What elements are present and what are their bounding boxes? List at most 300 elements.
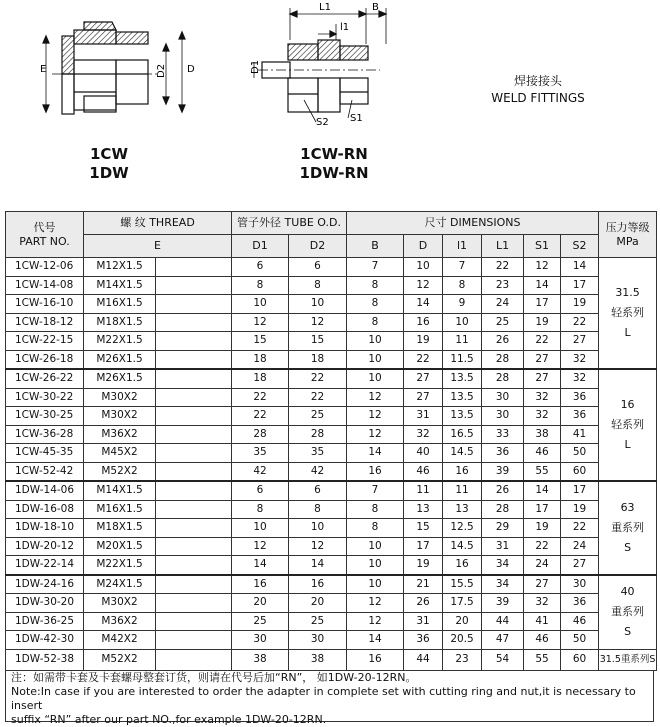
table-cell: 17: [524, 295, 561, 314]
table-cell: 36: [404, 631, 443, 650]
table-cell: 6: [289, 481, 347, 500]
table-cell: 32: [524, 388, 561, 407]
weld-fittings-en: WELD FITTINGS: [491, 91, 585, 105]
table-cell: 20.5: [443, 631, 482, 650]
table-row: [6, 556, 657, 575]
table-cell-empty: [156, 332, 232, 351]
table-cell: 12: [289, 537, 347, 556]
table-cell: 14.5: [443, 444, 482, 463]
table-cell: 47: [482, 631, 524, 650]
table-cell: 10: [232, 519, 289, 538]
table-cell-empty: [156, 537, 232, 556]
table-cell: 1CW-36-28: [6, 425, 84, 444]
table-cell: 14: [524, 276, 561, 295]
table-cell: 28: [482, 350, 524, 369]
table-cell: 1DW-52-38: [6, 649, 84, 670]
table-cell: 14: [404, 295, 443, 314]
table-cell: 25: [482, 313, 524, 332]
table-cell-empty: [156, 649, 232, 670]
table-cell: 26: [404, 594, 443, 613]
table-cell: 16: [347, 649, 404, 670]
drawing-1cw-rn-1dw-rn: [254, 8, 386, 122]
table-cell: 22: [482, 258, 524, 277]
table-cell: 41: [524, 612, 561, 631]
table-cell: 24: [561, 537, 599, 556]
table-cell: 33: [482, 425, 524, 444]
table-cell: 20: [289, 594, 347, 613]
table-cell: 21: [404, 575, 443, 594]
table-row: [6, 350, 657, 369]
table-row: [6, 407, 657, 426]
pressure-rating-cell: 31.5重系列S: [599, 649, 657, 670]
table-cell: 14: [232, 556, 289, 575]
table-cell: 1DW-20-12: [6, 537, 84, 556]
table-cell-empty: [156, 500, 232, 519]
pressure-line: 40: [620, 585, 635, 598]
table-cell: 17.5: [443, 594, 482, 613]
table-cell: 27: [524, 575, 561, 594]
table-cell: 13.5: [443, 388, 482, 407]
weld-fittings-cn: 焊接接头: [513, 74, 562, 88]
table-cell: 36: [561, 388, 599, 407]
table-cell: 1CW-22-15: [6, 332, 84, 351]
table-cell: 8: [232, 276, 289, 295]
table-cell-empty: [156, 612, 232, 631]
table-cell: 11: [443, 332, 482, 351]
table-row: [6, 519, 657, 538]
table-cell: 26: [482, 481, 524, 500]
table-cell: 13: [443, 500, 482, 519]
table-cell: 46: [524, 631, 561, 650]
table-cell: M30X2: [84, 388, 156, 407]
table-row: [6, 462, 657, 481]
table-cell: M30X2: [84, 594, 156, 613]
header-col-s1: S1: [524, 235, 561, 258]
table-cell: 28: [482, 500, 524, 519]
table-cell: M45X2: [84, 444, 156, 463]
table-cell: 19: [561, 295, 599, 314]
table-cell: 10: [232, 295, 289, 314]
table-cell: 24: [482, 295, 524, 314]
table-cell: 10: [404, 258, 443, 277]
table-cell: 10: [347, 575, 404, 594]
table-cell: 16: [404, 313, 443, 332]
table-cell: 42: [289, 462, 347, 481]
dim-e-label: E: [40, 64, 47, 75]
table-cell: 8: [289, 500, 347, 519]
table-cell: 12: [347, 388, 404, 407]
table-cell: 10: [347, 556, 404, 575]
table-cell: 25: [289, 407, 347, 426]
header-col-l1-small: l1: [443, 235, 482, 258]
table-cell: 40: [404, 444, 443, 463]
table-cell: 46: [561, 612, 599, 631]
table-row: [6, 295, 657, 314]
table-cell: 27: [561, 556, 599, 575]
table-cell: 6: [289, 258, 347, 277]
table-cell: 17: [524, 500, 561, 519]
table-cell: 1CW-14-08: [6, 276, 84, 295]
table-cell-empty: [156, 407, 232, 426]
pressure-line: 轻系列: [611, 418, 645, 431]
header-col-d: D: [404, 235, 443, 258]
table-cell: 10: [347, 350, 404, 369]
table-cell: 1DW-22-14: [6, 556, 84, 575]
order-note: [5, 670, 654, 726]
table-cell-empty: [156, 313, 232, 332]
table-cell: 26: [482, 332, 524, 351]
table-cell: M14X1.5: [84, 481, 156, 500]
table-cell-empty: [156, 388, 232, 407]
table-cell: 20: [232, 594, 289, 613]
table-cell: 46: [404, 462, 443, 481]
note-en-2: suffix “RN” after our part NO.,for example 1DW-20-12RN.: [11, 713, 327, 726]
table-cell: 39: [482, 594, 524, 613]
table-cell: 1DW-42-30: [6, 631, 84, 650]
table-cell: 8: [289, 276, 347, 295]
table-cell: 1CW-18-12: [6, 313, 84, 332]
table-cell: 31: [404, 612, 443, 631]
table-cell: 10: [347, 369, 404, 388]
table-cell: M18X1.5: [84, 313, 156, 332]
table-cell-empty: [156, 594, 232, 613]
table-cell: M22X1.5: [84, 332, 156, 351]
table-cell: 7: [347, 481, 404, 500]
table-cell: 32: [561, 350, 599, 369]
table-cell: 23: [482, 276, 524, 295]
left-caption-1: 1CW: [90, 145, 128, 163]
header-col-s2: S2: [561, 235, 599, 258]
table-cell: 14: [561, 258, 599, 277]
table-cell: 30: [289, 631, 347, 650]
table-cell: 60: [561, 649, 599, 670]
table-cell: 15: [232, 332, 289, 351]
table-cell: 24: [524, 556, 561, 575]
table-cell: 30: [482, 407, 524, 426]
table-cell: 27: [561, 332, 599, 351]
table-cell-empty: [156, 481, 232, 500]
table-cell: 1CW-26-18: [6, 350, 84, 369]
table-cell: 36: [561, 407, 599, 426]
pressure-line: 16: [620, 398, 635, 411]
pressure-rating-cell: [599, 369, 657, 481]
dim-b-label: B: [372, 2, 379, 13]
table-cell: 7: [347, 258, 404, 277]
table-cell: 38: [289, 649, 347, 670]
header-thread: 螺 纹 THREAD: [84, 212, 232, 235]
table-cell: 15.5: [443, 575, 482, 594]
table-row: [6, 444, 657, 463]
table-row: [6, 631, 657, 650]
table-cell-empty: [156, 575, 232, 594]
table-cell-empty: [156, 444, 232, 463]
header-tube-od: 管子外径 TUBE O.D.: [232, 212, 347, 235]
dim-d1-label: D1: [250, 59, 261, 74]
table-cell: 46: [524, 444, 561, 463]
pressure-line: L: [624, 326, 631, 339]
table-cell: 16: [232, 575, 289, 594]
table-cell: 15: [289, 332, 347, 351]
table-cell: 19: [404, 332, 443, 351]
table-cell: 1DW-30-20: [6, 594, 84, 613]
table-cell: 8: [347, 519, 404, 538]
pressure-line: 31.5: [615, 286, 640, 299]
table-cell: 27: [404, 388, 443, 407]
table-cell: 16: [443, 462, 482, 481]
table-cell: 22: [561, 519, 599, 538]
table-cell: 50: [561, 631, 599, 650]
pressure-line: S: [624, 540, 632, 554]
table-cell: 55: [524, 649, 561, 670]
table-cell: M42X2: [84, 631, 156, 650]
table-cell: 18: [232, 350, 289, 369]
pressure-line: 63: [620, 500, 635, 514]
table-cell: 22: [232, 407, 289, 426]
pressure-line: L: [624, 438, 631, 451]
table-cell: 1CW-52-42: [6, 462, 84, 481]
table-cell: 55: [524, 462, 561, 481]
table-cell: 8: [347, 295, 404, 314]
table-cell: 13.5: [443, 369, 482, 388]
pressure-rating-cell: [599, 575, 657, 650]
table-cell: 30: [232, 631, 289, 650]
table-cell: 32: [404, 425, 443, 444]
table-cell: 1DW-18-10: [6, 519, 84, 538]
table-cell: 31: [482, 537, 524, 556]
left-caption-2: 1DW: [89, 164, 129, 182]
table-row: [6, 594, 657, 613]
header-col-d1: D1: [232, 235, 289, 258]
table-cell: 1CW-45-35: [6, 444, 84, 463]
table-cell: 30: [482, 388, 524, 407]
dim-small-l1-label: l1: [340, 22, 350, 33]
table-row: [6, 481, 657, 500]
header-col-e: E: [84, 235, 232, 258]
header-dimensions: 尺寸 DIMENSIONS: [347, 212, 599, 235]
table-cell: 12: [347, 594, 404, 613]
table-cell: 17: [561, 481, 599, 500]
table-cell: 1CW-30-22: [6, 388, 84, 407]
table-cell: 14.5: [443, 537, 482, 556]
table-cell: 38: [524, 425, 561, 444]
table-cell: 1DW-24-16: [6, 575, 84, 594]
table-cell: 14: [347, 631, 404, 650]
table-cell: 16: [347, 462, 404, 481]
table-cell: 12: [232, 537, 289, 556]
table-cell: 12: [404, 276, 443, 295]
table-cell: 8: [232, 500, 289, 519]
table-cell: 12.5: [443, 519, 482, 538]
table-cell: 11.5: [443, 350, 482, 369]
table-cell: 1DW-14-06: [6, 481, 84, 500]
table-cell: 22: [561, 313, 599, 332]
pressure-rating-cell: [599, 258, 657, 370]
table-cell: M26X1.5: [84, 350, 156, 369]
table-cell: 31: [404, 407, 443, 426]
table-cell: 19: [524, 313, 561, 332]
table-row: [6, 537, 657, 556]
table-cell: 36: [482, 444, 524, 463]
table-cell: 1CW-26-22: [6, 369, 84, 388]
pressure-line: 重系列: [611, 520, 645, 534]
table-cell: 36: [561, 594, 599, 613]
table-cell: 28: [482, 369, 524, 388]
table-cell: 11: [443, 481, 482, 500]
table-cell: M18X1.5: [84, 519, 156, 538]
table-cell: 8: [443, 276, 482, 295]
table-cell: 28: [232, 425, 289, 444]
table-cell: 13: [404, 500, 443, 519]
dim-d-label: D: [187, 64, 195, 75]
table-cell: 10: [289, 519, 347, 538]
table-cell: 12: [347, 612, 404, 631]
table-cell: 22: [524, 332, 561, 351]
table-cell: M36X2: [84, 425, 156, 444]
table-cell: 20: [443, 612, 482, 631]
table-cell: 8: [347, 313, 404, 332]
table-cell: 22: [524, 537, 561, 556]
table-cell: 27: [404, 369, 443, 388]
table-cell-empty: [156, 295, 232, 314]
table-cell: 18: [232, 369, 289, 388]
table-row: [6, 425, 657, 444]
header-col-b: B: [347, 235, 404, 258]
table-cell: 38: [232, 649, 289, 670]
table-cell: 41: [561, 425, 599, 444]
table-cell: 22: [289, 388, 347, 407]
table-cell: 35: [289, 444, 347, 463]
table-cell: M12X1.5: [84, 258, 156, 277]
table-cell: M30X2: [84, 407, 156, 426]
table-cell: 35: [232, 444, 289, 463]
table-cell-empty: [156, 556, 232, 575]
pressure-line: 轻系列: [611, 306, 645, 319]
table-cell-empty: [156, 462, 232, 481]
table-cell: 15: [404, 519, 443, 538]
right-caption-1: 1CW-RN: [300, 145, 368, 163]
dim-s1-label: S1: [350, 113, 363, 124]
table-cell: 19: [524, 519, 561, 538]
table-row: [6, 612, 657, 631]
table-cell: M36X2: [84, 612, 156, 631]
table-cell-empty: [156, 258, 232, 277]
table-row: [6, 369, 657, 388]
table-cell: 1CW-30-25: [6, 407, 84, 426]
table-cell: M14X1.5: [84, 276, 156, 295]
table-cell: 10: [289, 295, 347, 314]
table-cell: 54: [482, 649, 524, 670]
header-col-d2: D2: [289, 235, 347, 258]
table-cell: 32: [524, 594, 561, 613]
table-cell: 50: [561, 444, 599, 463]
table-cell: M52X2: [84, 462, 156, 481]
right-caption-2: 1DW-RN: [299, 164, 369, 182]
table-cell: 25: [232, 612, 289, 631]
table-cell-empty: [156, 425, 232, 444]
table-cell: 10: [347, 537, 404, 556]
table-cell: 44: [404, 649, 443, 670]
table-cell: 1CW-12-06: [6, 258, 84, 277]
table-cell: M16X1.5: [84, 295, 156, 314]
note-cn: 注：如需带卡套及卡套螺母整套订货，则请在代号后加“RN”， 如1DW-20-12RN。: [11, 671, 417, 684]
table-row: [6, 332, 657, 351]
table-cell: 12: [347, 407, 404, 426]
table-row: [6, 649, 657, 670]
table-cell-empty: [156, 276, 232, 295]
table-cell: 22: [232, 388, 289, 407]
table-cell: 6: [232, 481, 289, 500]
table-cell-empty: [156, 369, 232, 388]
table-row: [6, 500, 657, 519]
table-row: [6, 276, 657, 295]
table-cell: 39: [482, 462, 524, 481]
table-cell-empty: [156, 631, 232, 650]
table-cell: 14: [347, 444, 404, 463]
table-cell: 34: [482, 556, 524, 575]
table-cell: 12: [289, 313, 347, 332]
table-cell: 30: [561, 575, 599, 594]
table-cell: 10: [347, 332, 404, 351]
table-cell: M16X1.5: [84, 500, 156, 519]
table-cell: 29: [482, 519, 524, 538]
table-cell: 27: [524, 350, 561, 369]
table-cell: 18: [289, 350, 347, 369]
table-cell: M52X2: [84, 649, 156, 670]
pressure-line: S: [624, 625, 632, 638]
table-cell: 22: [289, 369, 347, 388]
table-cell: 12: [347, 425, 404, 444]
table-cell: 17: [404, 537, 443, 556]
table-cell: 14: [524, 481, 561, 500]
pressure-rating-cell: [599, 481, 657, 575]
header-pressure: 压力等级 MPa: [599, 212, 657, 258]
table-cell: 16: [443, 556, 482, 575]
table-cell: 16: [289, 575, 347, 594]
table-cell: 1DW-16-08: [6, 500, 84, 519]
table-cell: 44: [482, 612, 524, 631]
table-cell: 23: [443, 649, 482, 670]
dim-d2-label: D2: [156, 63, 167, 78]
table-cell: 25: [289, 612, 347, 631]
dim-l1-label: L1: [319, 2, 331, 13]
table-cell: 22: [404, 350, 443, 369]
note-en-1: Note:In case if you are interested to order the adapter in complete set with cutting ring and nut,it is necessary to insert: [11, 685, 636, 712]
table-cell: 1CW-16-10: [6, 295, 84, 314]
table-cell: 16.5: [443, 425, 482, 444]
table-cell: 19: [404, 556, 443, 575]
spec-table: [5, 211, 657, 671]
table-row: [6, 575, 657, 594]
dim-s2-label: S2: [316, 117, 329, 128]
table-cell: 32: [524, 407, 561, 426]
table-cell: 12: [524, 258, 561, 277]
table-cell: 13.5: [443, 407, 482, 426]
table-cell: 14: [289, 556, 347, 575]
table-cell: 60: [561, 462, 599, 481]
table-cell: 6: [232, 258, 289, 277]
table-cell: 1DW-36-25: [6, 612, 84, 631]
header-col-l1: L1: [482, 235, 524, 258]
table-cell: 11: [404, 481, 443, 500]
table-row: [6, 258, 657, 277]
table-cell: 19: [561, 500, 599, 519]
pressure-line: 重系列: [611, 605, 645, 618]
table-cell: 8: [347, 500, 404, 519]
table-cell: 28: [289, 425, 347, 444]
table-cell: M26X1.5: [84, 369, 156, 388]
table-cell: 34: [482, 575, 524, 594]
table-cell: 10: [443, 313, 482, 332]
